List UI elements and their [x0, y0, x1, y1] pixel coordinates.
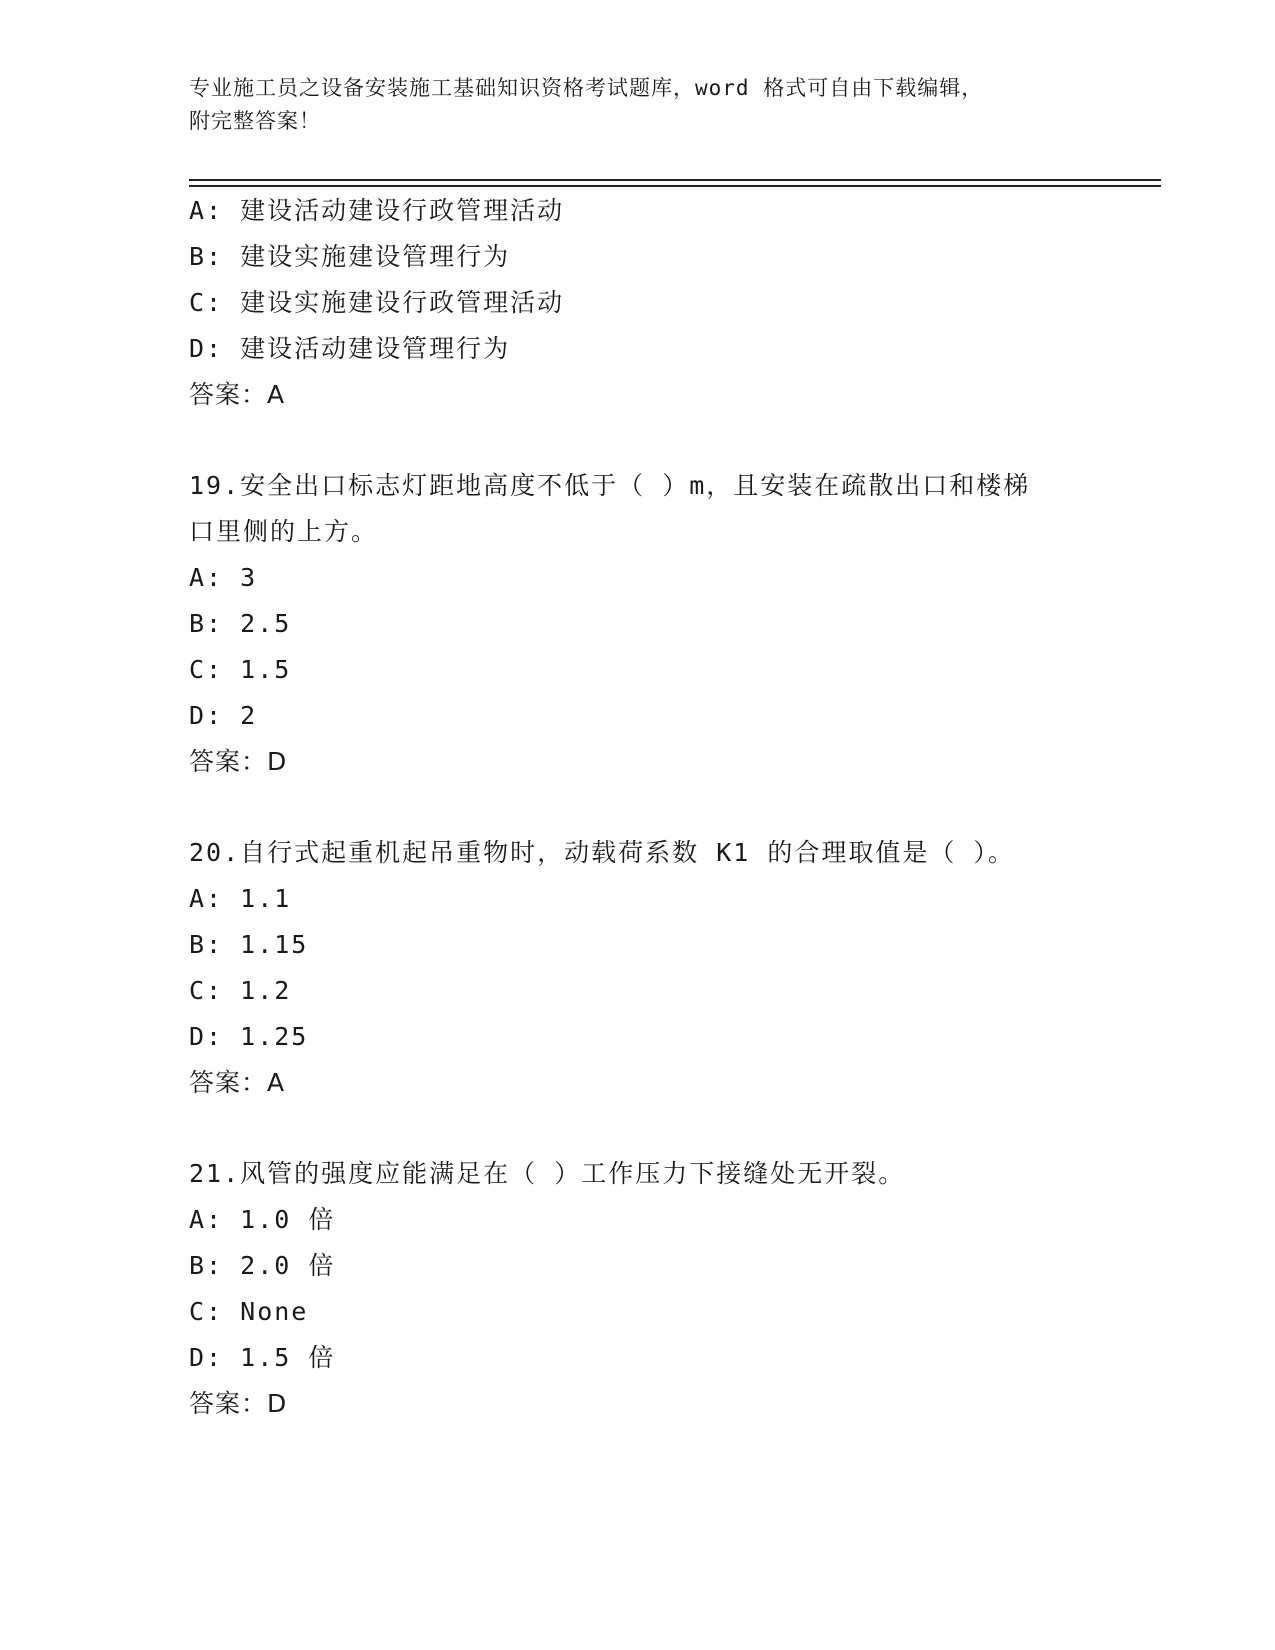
- answer-label: 答案：A: [189, 1068, 286, 1097]
- option-b: B: 2.0 倍: [189, 1251, 336, 1280]
- spacer: [189, 785, 1169, 830]
- question-list: [189, 188, 1169, 1427]
- question-block-20: [189, 830, 1169, 1106]
- header-divider-top: [189, 179, 1161, 181]
- question-stem: [189, 1151, 1089, 1197]
- option-c: C: None: [189, 1297, 309, 1326]
- option-d: D: 建设活动建设管理行为: [189, 334, 511, 363]
- answer-label: 答案：A: [189, 380, 286, 409]
- option-d: D: 1.25: [189, 1022, 309, 1051]
- spacer: [189, 418, 1169, 463]
- option-c: C: 建设实施建设行政管理活动: [189, 288, 565, 317]
- question-block-19: [189, 463, 1169, 785]
- question-stem-line: 20.自行式起重机起吊重物时，动载荷系数 K1 的合理取值是（ ）。: [189, 838, 1015, 867]
- header-divider-bottom: [189, 185, 1161, 187]
- question-stem-line: 口里侧的上方。: [189, 517, 379, 546]
- answer-label: 答案：D: [189, 1389, 288, 1418]
- header-line-2: 附完整答案！: [189, 109, 321, 133]
- option-b: B: 1.15: [189, 930, 309, 959]
- option-a: A: 1.1: [189, 884, 292, 913]
- spacer: [189, 1106, 1169, 1151]
- option-a: A: 3: [189, 563, 258, 592]
- option-d: D: 2: [189, 701, 258, 730]
- option-a: A: 建设活动建设行政管理活动: [189, 196, 565, 225]
- document-header: [189, 72, 1089, 138]
- question-block-previous: [189, 188, 1169, 418]
- header-line-1: 专业施工员之设备安装施工基础知识资格考试题库，word 格式可自由下载编辑，: [189, 76, 984, 100]
- question-stem: [189, 463, 1089, 555]
- option-b: B: 2.5: [189, 609, 292, 638]
- question-block-21: [189, 1151, 1169, 1427]
- question-stem-line: 19.安全出口标志灯距地高度不低于（ ）m，且安装在疏散出口和楼梯: [189, 471, 1031, 500]
- option-c: C: 1.5: [189, 655, 292, 684]
- option-a: A: 1.0 倍: [189, 1205, 336, 1234]
- question-stem-line: 21.风管的强度应能满足在（ ）工作压力下接缝处无开裂。: [189, 1159, 906, 1188]
- question-stem: [189, 830, 1089, 876]
- answer-label: 答案：D: [189, 747, 288, 776]
- option-d: D: 1.5 倍: [189, 1343, 336, 1372]
- option-c: C: 1.2: [189, 976, 292, 1005]
- option-b: B: 建设实施建设管理行为: [189, 242, 511, 271]
